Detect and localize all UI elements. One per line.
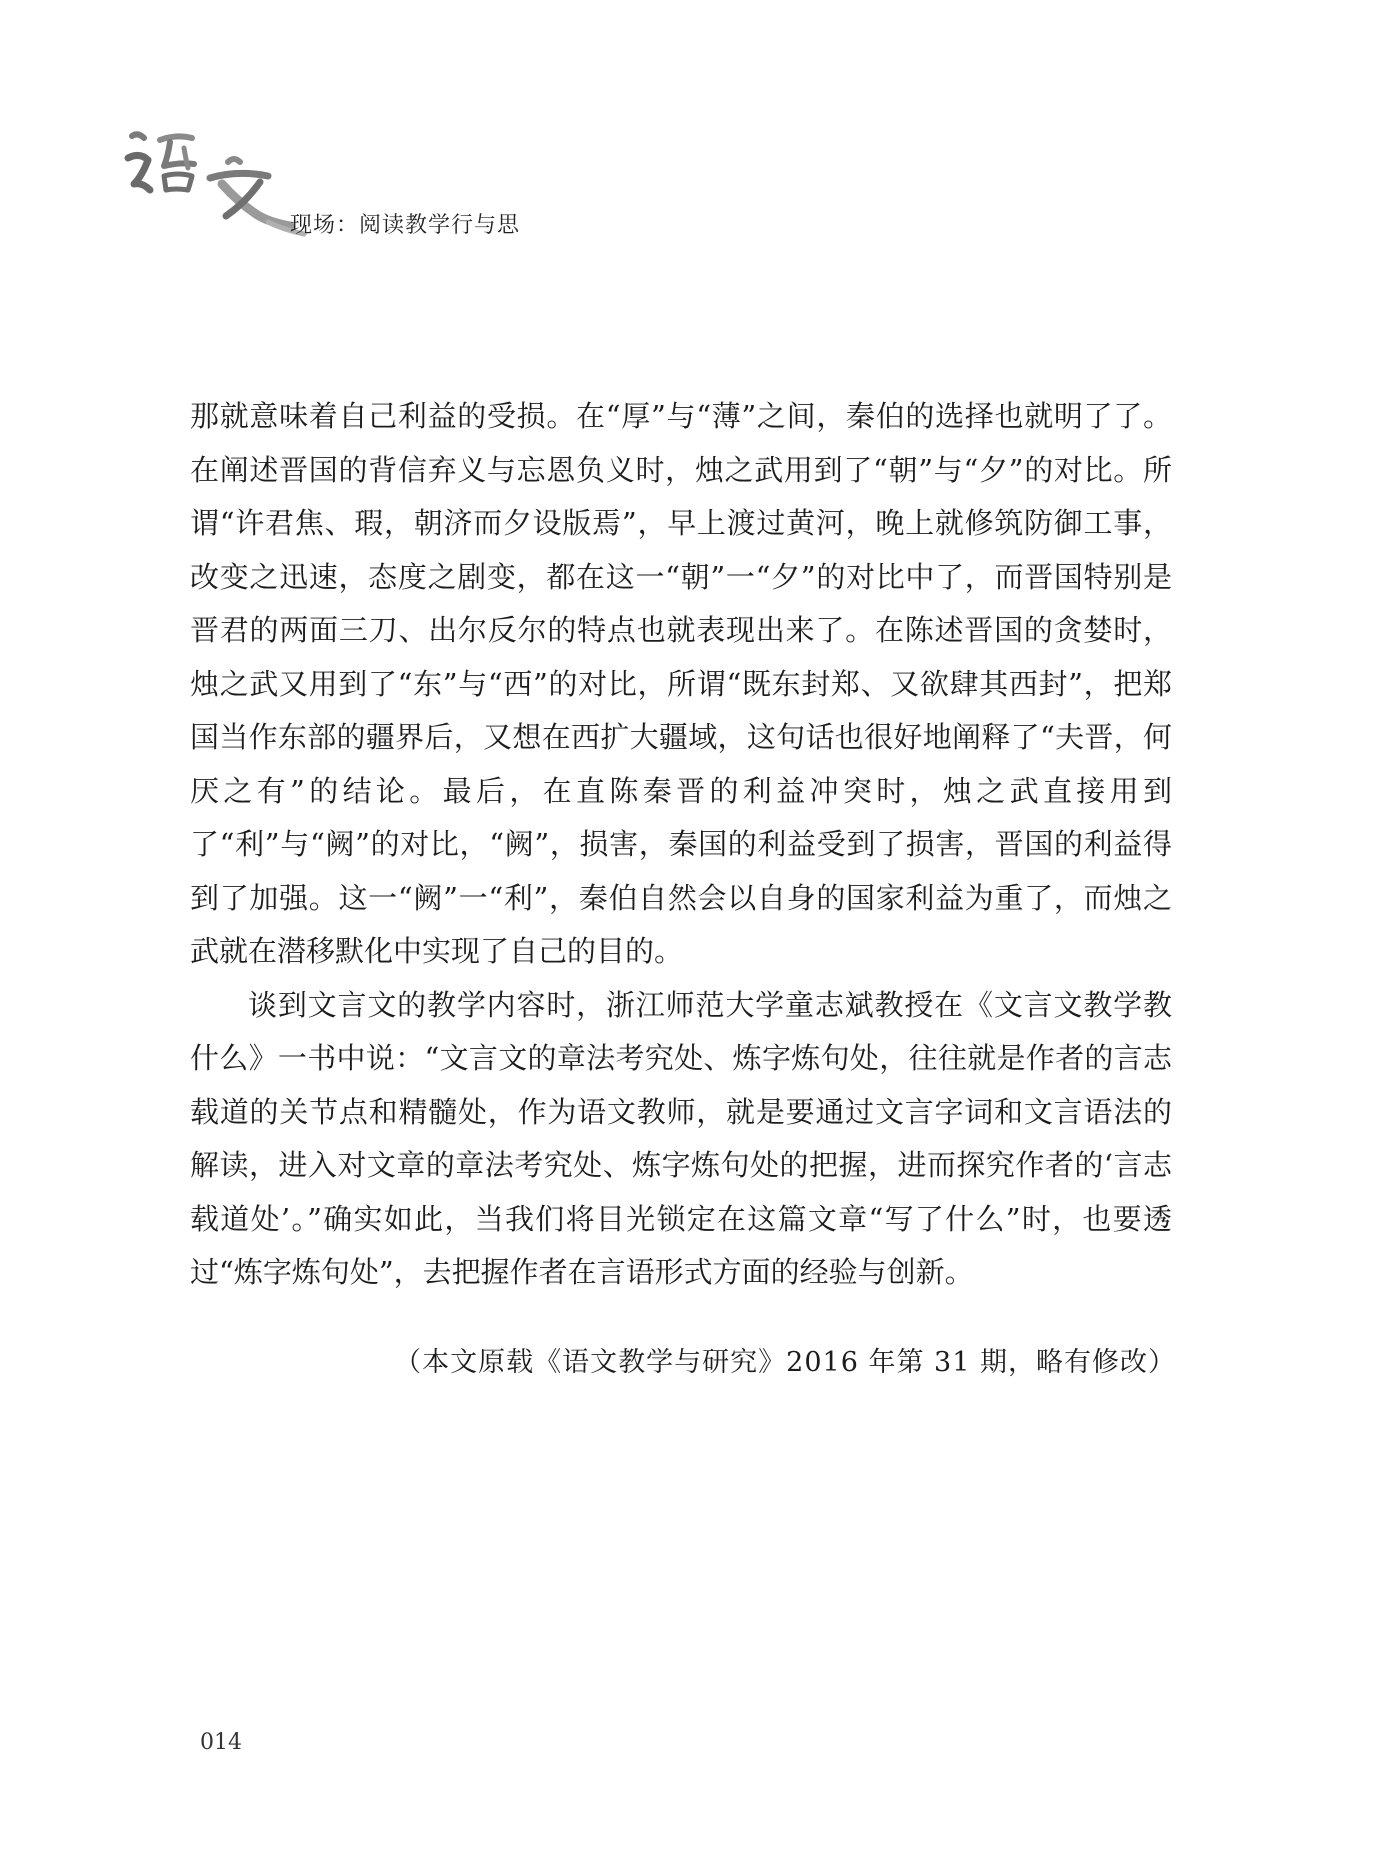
page-number: 014 (200, 1730, 242, 1755)
paragraph: 谈到文言文的教学内容时，浙江师范大学童志斌教授在《文言文教学教什么》一书中说：“文言文的章法考究处、炼字炼句处，往往就是作者的言志载道的关节点和精髓处，作为语文教师，就是要通过文言字词和文言语法的解读，进入对文章的章法考究处、炼字炼句处的把握，进而探究作者的‘言志载道处’。”确实如此，当我们将目光锁定在这篇文章“写了什么”时，也要透过“炼字炼句处”，去把握作者在言语形式方面的经验与创新。 (190, 987, 1172, 1289)
article-body (190, 390, 1172, 1300)
calligraphy-logo (118, 118, 308, 243)
paragraph: 那就意味着自己利益的受损。在“厚”与“薄”之间，秦伯的选择也就明了了。在阐述晋国的背信弃义与忘恩负义时，烛之武用到了“朝”与“夕”的对比。所谓“许君焦、瑕，朝济而夕设版焉”，早上渡过黄河，晚上就修筑防御工事，改变之迅速，态度之剧变，都在这一“朝”一“夕”的对比中了，而晋国特别是晋君的两面三刀、出尔反尔的特点也就表现出来了。在陈述晋国的贪婪时，烛之武又用到了“东”与“西”的对比，所谓“既东封郑、又欲肆其西封”，把郑国当作东部的疆界后，又想在西扩大疆域，这句话也很好地阐释了“夫晋，何厌之有”的结论。最后，在直陈秦晋的利益冲突时，烛之武直接用到了“利”与“阙”的对比，“阙”，损害，秦国的利益受到了损害，晋国的利益得到了加强。这一“阙”一“利”，秦伯自然会以自身的国家利益为重了，而烛之武就在潜移默化中实现了自己的目的。 (190, 399, 1172, 968)
source-note: （本文原载《语文教学与研究》2016 年第 31 期，略有修改） (394, 1347, 1176, 1378)
page-header (118, 118, 618, 248)
header-subtitle: 现场：阅读教学行与思 (290, 213, 521, 238)
